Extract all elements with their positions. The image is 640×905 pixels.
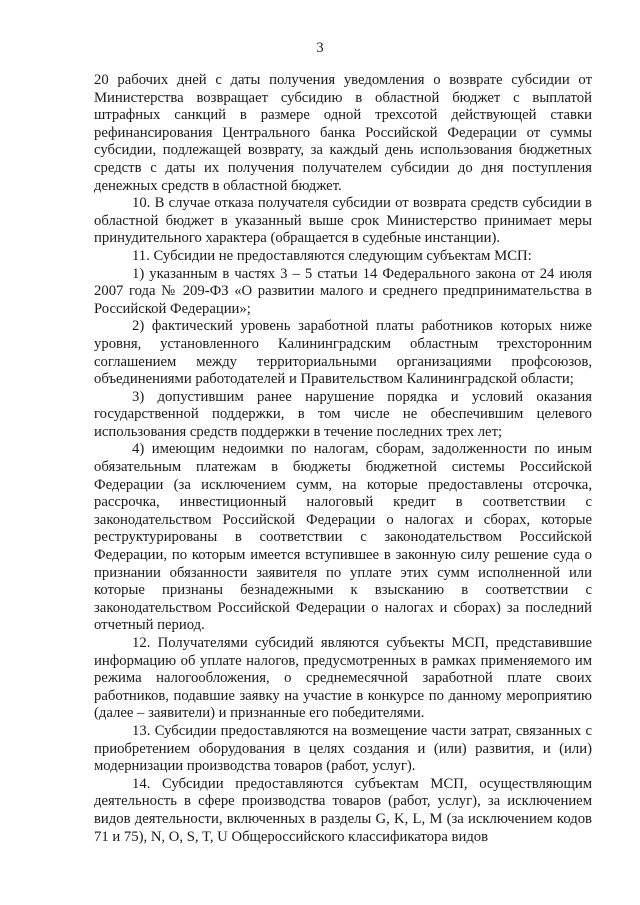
subitem-11-4: 4) имеющим недоимки по налогам, сборам, задолженности по иным обязательным платежам в бюджеты бюджетной системы Российской Федерации (за исключением сумм, на которые предоставлены отсрочка, рассрочка, инвестиционный налоговый кредит в соответствии с законодательством Российской Федерации о налогах и сборах, которые реструктурированы в соответствии с законодательством Российской Федерации, по которым имеется вступившее в законную силу решение суда о признании обязанности заявителя по уплате этих сумм исполненной или которые признаны безнадежными к взысканию в соответствии с законодательством Российской Федерации о налогах и сборах) за последний отчетный период. — [94, 441, 592, 634]
paragraph-continuation: 20 рабочих дней с даты получения уведомления о возврате субсидии от Министерства возвращает субсидию в областной бюджет с выплатой штрафных санкций в размере одной трехсотой действующей ставки рефинансирования Центрального банка Российской Федерации от суммы субсидии, подлежащей возврату, за каждый день использования бюджетных средств с даты их получения получателем субсидии до дня поступления денежных средств в областной бюджет. — [94, 72, 592, 194]
document-body — [94, 72, 592, 846]
paragraph-item-14: 14. Субсидии предоставляются субъектам МСП, осуществляющим деятельность в сфере производства товаров (работ, услуг), за исключением видов деятельности, включенных в разделы G, K, L, M (за исключением кодов 71 и 75), N, O, S, T, U Общероссийского классификатора видов — [94, 775, 592, 845]
paragraph-item-12: 12. Получателями субсидий являются субъекты МСП, представившие информацию об уплате налогов, предусмотренных в рамках применяемого им режима налогообложения, о среднемесячной заработной плате своих работников, подавшие заявку на участие в конкурсе по данному мероприятию (далее – заявители) и признанные его победителями. — [94, 635, 592, 722]
page-number: 3 — [316, 40, 324, 56]
subitem-11-3: 3) допустившим ранее нарушение порядка и условий оказания государственной поддержки, в том числе не обеспечившим целевого использования средств поддержки в течение последних трех лет; — [94, 388, 592, 440]
subitem-11-1: 1) указанным в частях 3 – 5 статьи 14 Федерального закона от 24 июля 2007 года № 209-ФЗ «О развитии малого и среднего предпринимательства в Российской Федерации»; — [94, 265, 592, 317]
paragraph-item-11: 11. Субсидии не предоставляются следующим субъектам МСП: — [132, 247, 532, 264]
paragraph-item-10: 10. В случае отказа получателя субсидии от возврата средств субсидии в областной бюджет в указанный выше срок Министерство принимает меры принудительного характера (обращается в судебные инстанции). — [94, 195, 592, 247]
paragraph-item-13: 13. Субсидии предоставляются на возмещение части затрат, связанных с приобретением оборудования в целях создания и (или) развития, и (или) модернизации производства товаров (работ, услуг). — [94, 722, 592, 775]
subitem-11-2: 2) фактический уровень заработной платы работников которых ниже уровня, установленного Калининградским областным трехсторонним соглашением между территориальными организациями профсоюзов, объединениями работодателей и Правительством Калининградской области; — [94, 318, 592, 388]
